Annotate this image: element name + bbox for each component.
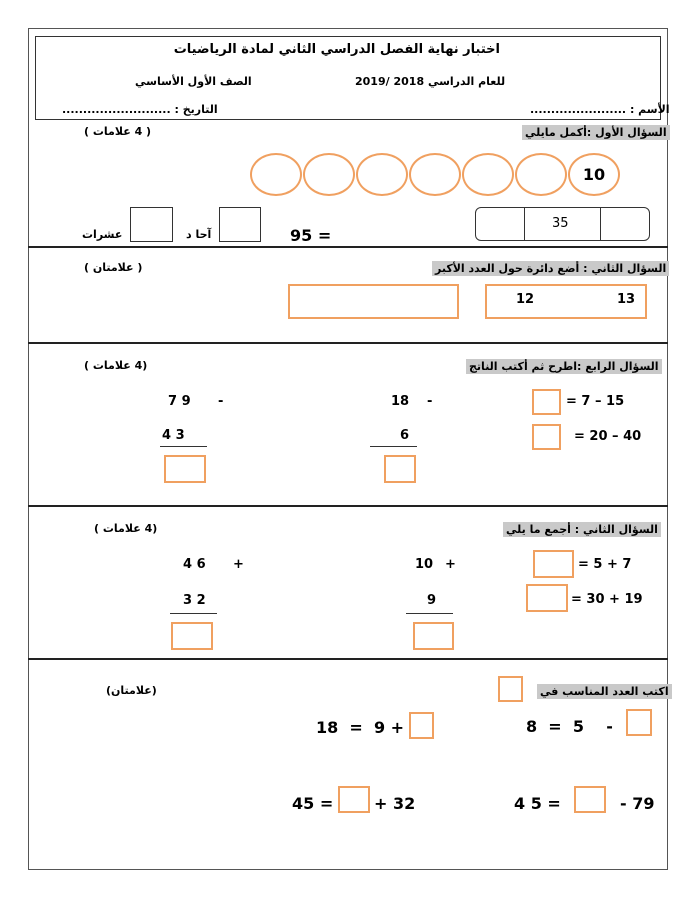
eq3-left: 4 5 = — [514, 794, 561, 813]
q4-title: السؤال الثاني : أجمع ما يلي — [503, 522, 661, 537]
add-v2-operator: + — [233, 557, 244, 572]
eq4-left: 45 = — [292, 794, 334, 813]
sub-v2-operator: - — [218, 394, 224, 409]
add-v1-bottom: 9 — [427, 593, 437, 608]
units-label: آحا د — [186, 228, 212, 241]
middle-number: 35 — [552, 216, 569, 231]
add-v2-line — [170, 613, 217, 614]
date-field[interactable]: التاريخ : .......................... — [62, 103, 218, 116]
q5-title: اكتب العدد المناسب في — [537, 684, 672, 699]
after-number-input[interactable] — [601, 208, 649, 240]
eq1-expression — [526, 717, 613, 736]
add-v2-bottom: 3 2 — [183, 593, 206, 608]
q2-title: السؤال الثاني : أضع دائرة حول العدد الأكبر — [432, 261, 669, 276]
add-expression-2 — [571, 592, 643, 607]
units-input[interactable] — [219, 207, 261, 242]
add-expression-1-text: 7 + 5 = — [578, 557, 632, 572]
add-v1-operator: + — [445, 557, 456, 572]
add-v1-top: 10 — [415, 557, 434, 572]
sub-v2-bottom: 4 3 — [162, 428, 185, 443]
compare-number-a[interactable]: 12 — [516, 292, 535, 307]
eq1-left: 8 = 5 - — [526, 717, 613, 736]
before-number-input[interactable] — [476, 208, 523, 240]
eq3-right: - 79 — [620, 794, 655, 813]
q3-marks: (4 علامات ) — [84, 359, 148, 372]
sub-v1-answer[interactable] — [384, 455, 416, 483]
student-name-field[interactable]: الأسم : ....................... — [530, 103, 670, 116]
sub-v1-top: 18 — [391, 394, 410, 409]
eq3-answer[interactable] — [574, 786, 606, 813]
add-v1-line — [406, 613, 453, 614]
q5-title-box-icon — [498, 676, 523, 702]
q1-title: السؤال الأول :أكمل مايلي — [522, 125, 670, 140]
sub-answer-1[interactable] — [532, 389, 561, 415]
tens-input[interactable] — [130, 207, 173, 242]
sequence-oval-3[interactable] — [356, 153, 408, 196]
sub-v1-line — [370, 446, 417, 447]
add-answer-1[interactable] — [533, 550, 574, 578]
answer-box-larger[interactable] — [288, 284, 459, 319]
eq2-expression — [316, 718, 404, 737]
sub-v1-operator: - — [427, 394, 433, 409]
exam-page-border — [28, 28, 668, 870]
sequence-oval-4[interactable] — [409, 153, 461, 196]
section-divider-4 — [28, 658, 668, 660]
add-v2-answer[interactable] — [171, 622, 213, 650]
sub-v1-bottom: 6 — [400, 428, 410, 443]
eq2-left: 18 = 9 + — [316, 718, 405, 737]
place-value-expression: 95 = — [290, 226, 332, 245]
section-divider-2 — [28, 342, 668, 344]
q2-marks: ( علامتان ) — [84, 261, 143, 274]
q3-title: السؤال الرابع :اطرح ثم أكتب الناتج — [466, 359, 662, 374]
add-expression-2-text: 19 + 30 = — [571, 592, 643, 607]
sequence-oval-1[interactable] — [250, 153, 302, 196]
eq4-answer[interactable] — [338, 786, 370, 813]
compare-number-b[interactable]: 13 — [617, 292, 636, 307]
sub-expression-2 — [574, 429, 641, 444]
sequence-oval-2[interactable] — [303, 153, 355, 196]
sequence-oval-5[interactable] — [462, 153, 514, 196]
eq4-right: + 32 — [374, 794, 416, 813]
sub-v2-answer[interactable] — [164, 455, 206, 483]
sub-expression-1 — [566, 394, 624, 409]
q4-marks: (4 علامات ) — [94, 522, 158, 535]
add-answer-2[interactable] — [526, 584, 568, 612]
q1-marks: ( 4 علامات ) — [84, 125, 152, 138]
add-v1-answer[interactable] — [413, 622, 454, 650]
sub-v2-line — [160, 446, 207, 447]
grade-label: الصف الأول الأساسي — [135, 75, 252, 88]
eq2-answer[interactable] — [409, 712, 434, 739]
section-divider-3 — [28, 505, 668, 507]
add-v2-top: 4 6 — [183, 557, 206, 572]
sequence-oval-6[interactable] — [515, 153, 567, 196]
add-expression-1 — [578, 557, 631, 572]
exam-title: اختبار نهاية الفصل الدراسي الثاني لمادة الرياضيات — [173, 42, 500, 57]
q5-marks: (علامتان) — [106, 684, 157, 697]
tens-label: عشرات — [82, 228, 123, 241]
sequence-oval-7 — [568, 153, 620, 196]
section-divider-1 — [28, 246, 668, 248]
neighbors-divider-left — [524, 207, 525, 241]
sub-answer-2[interactable] — [532, 424, 561, 450]
school-year: للعام الدراسي 2018 /2019 — [355, 75, 506, 88]
eq1-answer[interactable] — [626, 709, 652, 736]
sub-v2-top: 7 9 — [168, 394, 191, 409]
sub-expression-2-text: 40 – 20 = — [574, 429, 642, 444]
sequence-start-value: 10 — [582, 165, 606, 184]
sub-expression-1-text: 15 – 7 = — [566, 394, 625, 409]
